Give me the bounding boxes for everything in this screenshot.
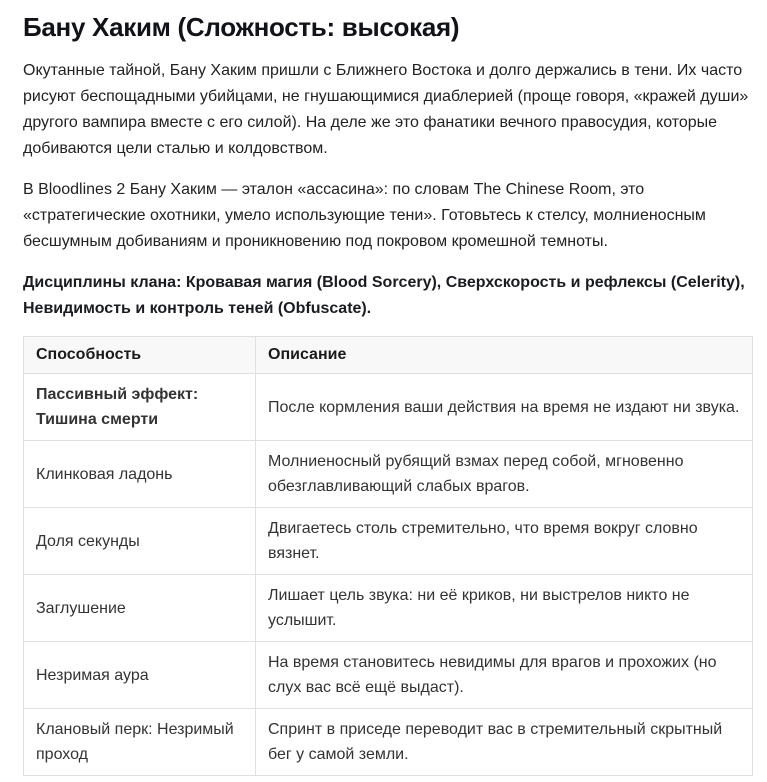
table-row-passive-effect bbox=[24, 374, 753, 441]
table-header-row bbox=[24, 337, 753, 374]
column-header-description: Описание bbox=[256, 337, 753, 374]
ability-cell: Клановый перк: Незримый проход bbox=[24, 709, 256, 776]
description-cell: На время становитесь невидимы для врагов и прохожих (но слух вас всё ещё выдаст). bbox=[256, 642, 753, 709]
description-cell: Двигаетесь столь стремительно, что время вокруг словно вязнет. bbox=[256, 508, 753, 575]
ability-cell: Клинковая ладонь bbox=[24, 441, 256, 508]
table-row-split-second bbox=[24, 508, 753, 575]
intro-paragraph: Окутанные тайной, Бану Хаким пришли с Ближнего Востока и долго держались в тени. Их часто рисуют беспощадными убийцами, не гнушающимися диаблерией (проще говоря, «кражей души» другого вампира вместе с его силой). На деле же это фанатики вечного правосудия, которые добиваются цели сталью и колдовством. bbox=[23, 62, 749, 157]
description-cell: Молниеносный рубящий взмах перед собой, мгновенно обезглавливающий слабых врагов. bbox=[256, 441, 753, 508]
table-row-clan-perk bbox=[24, 709, 753, 776]
table-row-silence bbox=[24, 575, 753, 642]
clan-disciplines-paragraph: Дисциплины клана: Кровавая магия (Blood Sorcery), Сверхскорость и рефлексы (Celerity), Невидимость и контроль теней (Obfuscate). bbox=[23, 274, 745, 317]
column-header-ability: Способность bbox=[24, 337, 256, 374]
table-row-blade-palm bbox=[24, 441, 753, 508]
abilities-table bbox=[23, 336, 753, 776]
gameplay-paragraph: В Bloodlines 2 Бану Хаким — эталон «ассасина»: по словам The Chinese Room, это «стратегические охотники, умело использующие тени». Готовьтесь к стелсу, молниеносным бесшумным добиваниям и проникновению под покровом кромешной темноты. bbox=[23, 181, 706, 250]
ability-cell: Незримая аура bbox=[24, 642, 256, 709]
table-row-unseen-aura bbox=[24, 642, 753, 709]
ability-cell: Пассивный эффект: Тишина смерти bbox=[24, 374, 256, 441]
page-title: Бану Хаким (Сложность: высокая) bbox=[23, 12, 460, 42]
ability-cell: Заглушение bbox=[24, 575, 256, 642]
description-cell: Спринт в приседе переводит вас в стремительный скрытный бег у самой земли. bbox=[256, 709, 753, 776]
ability-cell: Доля секунды bbox=[24, 508, 256, 575]
description-cell: Лишает цель звука: ни её криков, ни выстрелов никто не услышит. bbox=[256, 575, 753, 642]
description-cell: После кормления ваши действия на время не издают ни звука. bbox=[256, 374, 753, 441]
